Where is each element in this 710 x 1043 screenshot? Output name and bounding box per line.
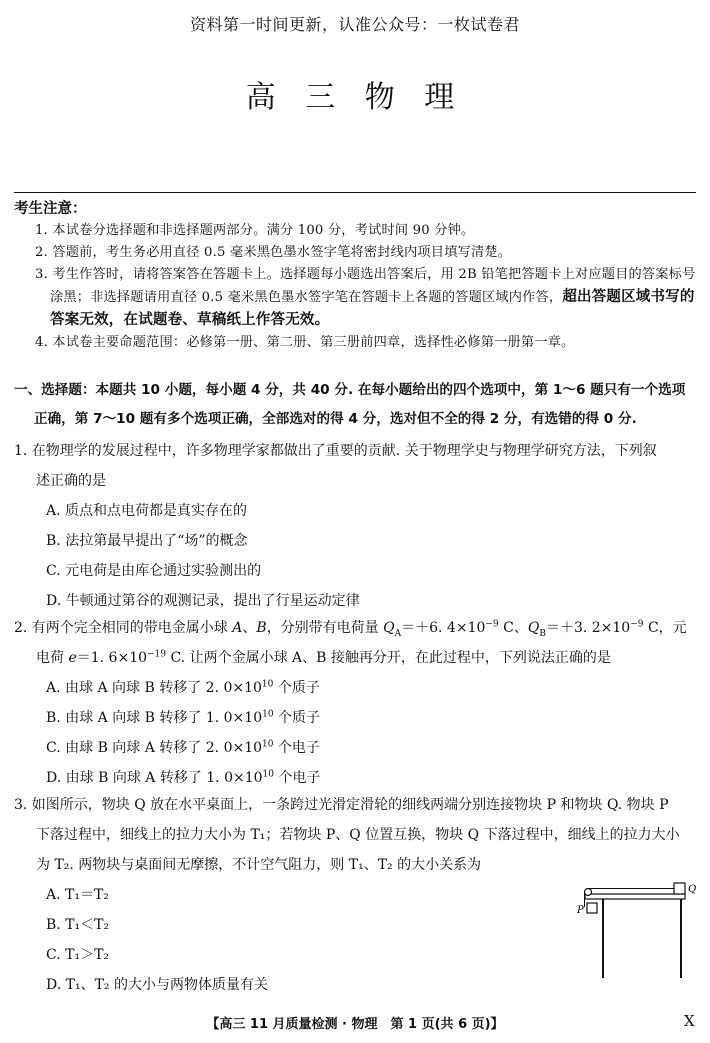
block-q bbox=[674, 883, 685, 894]
exponent: −9 bbox=[485, 619, 499, 630]
option-d bbox=[14, 763, 700, 793]
pulley-table-diagram bbox=[573, 880, 703, 980]
text: 个质子 bbox=[273, 710, 321, 726]
text: 、 bbox=[242, 620, 257, 636]
notice-item: 2. 答题前，考生务必用直径 0.5 毫米黑色墨水签字笔将密封线内项目填写清楚。 bbox=[35, 245, 512, 260]
subscript: B bbox=[539, 628, 546, 639]
exponent: −19 bbox=[147, 649, 167, 660]
section-line: 一、选择题：本题共 10 小题，每小题 4 分，共 40 分. 在每小题给出的四个选项中，第 1～6 题只有一个选项 bbox=[14, 382, 686, 398]
option-a: A. T₁＝T₂ bbox=[46, 887, 109, 903]
option-c: C. T₁＞T₂ bbox=[46, 947, 110, 963]
table-top bbox=[585, 894, 685, 899]
text: 个电子 bbox=[273, 740, 320, 756]
option-b bbox=[14, 703, 700, 733]
text: C、 bbox=[498, 620, 528, 636]
pulley bbox=[585, 889, 592, 896]
exponent: 10 bbox=[262, 769, 274, 780]
option-a bbox=[14, 673, 700, 703]
label-q: Q bbox=[688, 884, 697, 895]
text: ＝1. 6×10 bbox=[76, 650, 148, 666]
option-c bbox=[14, 733, 700, 763]
text: D. 由球 B 向球 A 转移了 1. 0×10 bbox=[46, 770, 263, 786]
top-banner: 资料第一时间更新，认准公众号：一枚试卷君 bbox=[189, 15, 520, 34]
text: 2. 有两个完全相同的带电金属小球 bbox=[14, 620, 233, 636]
question-2 bbox=[14, 613, 700, 793]
text: C. 让两个金属小球 A、B 接触再分开，在此过程中，下列说法正确的是 bbox=[166, 650, 611, 666]
text: C. 由球 B 向球 A 转移了 2. 0×10 bbox=[46, 740, 263, 756]
option-a: A. 质点和点电荷都是真实存在的 bbox=[46, 503, 248, 519]
text: C，元 bbox=[643, 620, 687, 636]
exponent: 10 bbox=[262, 739, 274, 750]
var-b: B bbox=[256, 620, 267, 636]
question-stem: 下落过程中，细线上的拉力大小为 T₁；若物块 P、Q 位置互换，物块 Q 下落过程中，细线上的拉力大小 bbox=[36, 827, 680, 843]
question-1 bbox=[14, 436, 700, 616]
header-divider bbox=[14, 192, 696, 193]
exponent: 10 bbox=[261, 679, 274, 690]
question-stem bbox=[14, 613, 700, 643]
notice-heading: 考生注意： bbox=[14, 201, 87, 217]
text: A. 由球 A 向球 B 转移了 2. 0×10 bbox=[46, 680, 262, 696]
candidate-notice bbox=[14, 198, 700, 354]
text: ＝＋3. 2×10 bbox=[545, 620, 631, 636]
option-c: C. 元电荷是由库仑通过实验测出的 bbox=[46, 563, 262, 579]
page-footer: 【高三 11 月质量检测 · 物理 第 1 页(共 6 页)】 bbox=[206, 1017, 504, 1032]
text: 电荷 bbox=[36, 650, 69, 666]
notice-item-bold: 超出答题区域书写的答案无效，在试题卷、草稿纸上作答无效。 bbox=[50, 289, 695, 328]
notice-item bbox=[14, 264, 700, 332]
exponent: −9 bbox=[630, 619, 644, 630]
text: B. 由球 A 向球 B 转移了 1. 0×10 bbox=[46, 710, 263, 726]
text: 个质子 bbox=[273, 680, 320, 696]
notice-item-text: 3. 考生作答时，请将答案答在答题卡上。选择题每小题选出答案后，用 2B 铅笔把答题卡上对应题目的答案标号涂黑；非选择题请用直径 0.5 毫米黑色墨水签字笔在答题卡上各题的答题区域内作答， bbox=[35, 267, 696, 305]
page-title: 高 三 物 理 bbox=[245, 80, 465, 115]
exponent: 10 bbox=[262, 709, 274, 720]
question-stem: 3. 如图所示，物块 Q 放在水平桌面上，一条跨过光滑定滑轮的细线两端分别连接物块 P 和物块 Q. 物块 P bbox=[14, 797, 669, 813]
var-q: Q bbox=[527, 620, 540, 636]
var-a: A bbox=[232, 620, 243, 636]
text: ＝＋6. 4×10 bbox=[401, 620, 486, 636]
option-b: B. 法拉第最早提出了“场”的概念 bbox=[46, 533, 248, 549]
var-q: Q bbox=[383, 620, 395, 636]
var-e: e bbox=[68, 650, 77, 666]
option-b: B. T₁＜T₂ bbox=[46, 917, 110, 933]
subscript: A bbox=[394, 628, 402, 639]
question-stem: 1. 在物理学的发展过程中，许多物理学家都做出了重要的贡献. 关于物理学史与物理学研究方法，下列叙 bbox=[14, 443, 657, 459]
question-stem: 述正确的是 bbox=[36, 473, 106, 489]
notice-list bbox=[14, 220, 700, 354]
notice-item: 4. 本试卷主要命题范围：必修第一册、第二册、第三册前四章，选择性必修第一册第一章。 bbox=[35, 335, 575, 350]
question-stem: 为 T₂. 两物块与桌面间无摩擦，不计空气阻力，则 T₁、T₂ 的大小关系为 bbox=[36, 857, 482, 873]
question-stem bbox=[14, 643, 700, 673]
label-p: P bbox=[577, 905, 584, 916]
option-d: D. 牛顿通过第谷的观测记录，提出了行星运动定律 bbox=[46, 593, 360, 609]
text: 个电子 bbox=[274, 770, 321, 786]
footer-mark: X bbox=[684, 1012, 695, 1030]
block-p bbox=[587, 903, 597, 913]
option-d: D. T₁、T₂ 的大小与两物体质量有关 bbox=[46, 977, 268, 993]
notice-item: 1. 本试卷分选择题和非选择题两部分。满分 100 分，考试时间 90 分钟。 bbox=[35, 223, 475, 238]
section-line: 正确，第 7～10 题有多个选项正确，全部选对的得 4 分，选对但不全的得 2 分，有选错的得 0 分. bbox=[34, 411, 637, 427]
section-heading bbox=[14, 376, 700, 434]
text: ，分别带有电荷量 bbox=[266, 620, 384, 636]
